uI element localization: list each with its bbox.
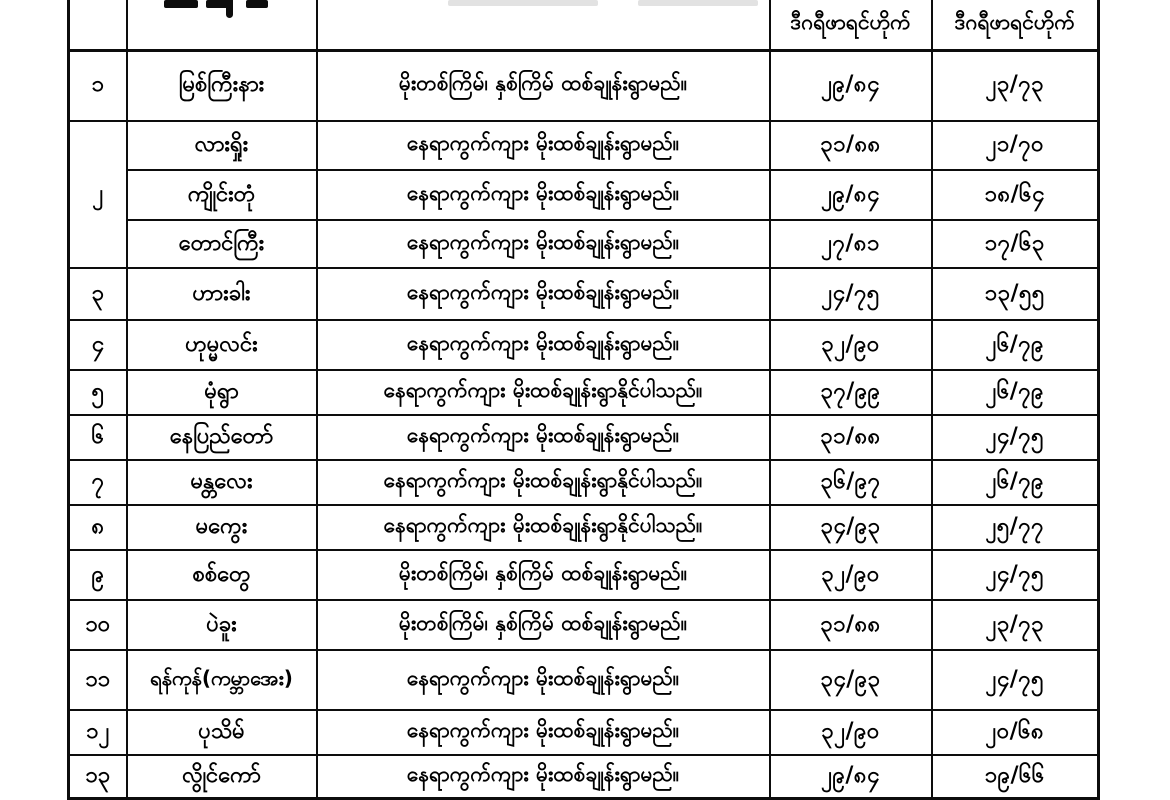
temp-min: ၂၄/၇၅ — [932, 550, 1099, 600]
row-number: ၄ — [69, 320, 127, 370]
header-fahrenheit-day: ဒီဂရီဖာရင်ဟိုက် — [770, 0, 932, 50]
forecast-text: နေရာကွက်ကျား မိုးထစ်ချုန်းရွာမည်။ — [317, 121, 770, 170]
temp-min: ၂၀/၆၈ — [932, 710, 1099, 755]
row-number: ၈ — [69, 505, 127, 550]
row-number: ၁ — [69, 50, 127, 121]
row-number: ၁၁ — [69, 650, 127, 710]
temp-max: ၂၉/၈၄ — [770, 755, 932, 798]
city-name: မြစ်ကြီးနား — [127, 50, 317, 121]
row-number: ၁၀ — [69, 600, 127, 650]
table-row — [69, 600, 1099, 650]
city-name: လားရှိုး — [127, 121, 317, 170]
temp-min: ၂၅/၇၇ — [932, 505, 1099, 550]
forecast-text: နေရာကွက်ကျား မိုးထစ်ချုန်းရွာမည်။ — [317, 268, 770, 320]
temp-min: ၁၉/၆၆ — [932, 755, 1099, 798]
table-row — [69, 755, 1099, 798]
header-desc-cell — [317, 0, 770, 50]
forecast-text: နေရာကွက်ကျား မိုးထစ်ချုန်းရွာမည်။ — [317, 220, 770, 268]
table-row — [69, 650, 1099, 710]
temp-max: ၂၄/၇၅ — [770, 268, 932, 320]
city-name: ပုသိမ် — [127, 710, 317, 755]
table-row — [69, 505, 1099, 550]
temp-max: ၃၁/၈၈ — [770, 415, 932, 460]
row-number: ၇ — [69, 460, 127, 505]
header-no-cell — [69, 0, 127, 50]
cropped-text-fragment — [164, 0, 198, 8]
row-number: ၉ — [69, 550, 127, 600]
city-name: နေပြည်တော် — [127, 415, 317, 460]
row-number: ၆ — [69, 415, 127, 460]
city-name: မကွေး — [127, 505, 317, 550]
city-name: ဟားခါး — [127, 268, 317, 320]
city-name: လွိုင်ကော် — [127, 755, 317, 798]
city-name: ရန်ကုန်(ကမ္ဘာအေး) — [127, 650, 317, 710]
temp-max: ၃၂/၉၀ — [770, 550, 932, 600]
temp-max: ၃၄/၉၃ — [770, 505, 932, 550]
city-name: တောင်ကြီး — [127, 220, 317, 268]
table-row — [69, 460, 1099, 505]
cropped-text-fragment — [638, 0, 758, 6]
forecast-text: နေရာကွက်ကျား မိုးထစ်ချုန်းရွာနိုင်ပါသည်။ — [317, 460, 770, 505]
forecast-text: နေရာကွက်ကျား မိုးထစ်ချုန်းရွာနိုင်ပါသည်။ — [317, 505, 770, 550]
city-name: ပဲခူး — [127, 600, 317, 650]
header-name-cell — [127, 0, 317, 50]
temp-max: ၂၉/၈၄ — [770, 50, 932, 121]
row-number: ၃ — [69, 268, 127, 320]
table-row — [69, 50, 1099, 121]
temp-max: ၂၇/၈၁ — [770, 220, 932, 268]
row-number: ၁၃ — [69, 755, 127, 798]
temp-max: ၃၆/၉၇ — [770, 460, 932, 505]
forecast-text: မိုးတစ်ကြိမ်၊ နှစ်ကြိမ် ထစ်ချုန်းရွာမည်။ — [317, 600, 770, 650]
header-fahrenheit-night: ဒီဂရီဖာရင်ဟိုက် — [932, 0, 1099, 50]
forecast-text: နေရာကွက်ကျား မိုးထစ်ချုန်းရွာမည်။ — [317, 755, 770, 798]
table-row — [69, 220, 1099, 268]
cropped-text-fragment — [448, 0, 598, 6]
city-forecast-table — [67, 0, 1100, 800]
temp-max: ၃၇/၉၉ — [770, 370, 932, 415]
table-row — [69, 320, 1099, 370]
table-row — [69, 710, 1099, 755]
temp-min: ၂၃/၇၃ — [932, 50, 1099, 121]
temp-max: ၃၄/၉၃ — [770, 650, 932, 710]
city-name: မန္တလေး — [127, 460, 317, 505]
row-number: ၁၂ — [69, 710, 127, 755]
forecast-text: နေရာကွက်ကျား မိုးထစ်ချုန်းရွာနိုင်ပါသည်။ — [317, 370, 770, 415]
cropped-text-fragment — [226, 0, 233, 18]
table-row — [69, 415, 1099, 460]
temp-min: ၂၄/၇၅ — [932, 650, 1099, 710]
temp-min: ၁၈/၆၄ — [932, 170, 1099, 220]
forecast-text: နေရာကွက်ကျား မိုးထစ်ချုန်းရွာမည်။ — [317, 710, 770, 755]
temp-max: ၃၁/၈၈ — [770, 121, 932, 170]
temp-max: ၂၉/၈၄ — [770, 170, 932, 220]
temp-max: ၃၂/၉၀ — [770, 710, 932, 755]
temp-min: ၂၃/၇၃ — [932, 600, 1099, 650]
forecast-text: မိုးတစ်ကြိမ်၊ နှစ်ကြိမ် ထစ်ချုန်းရွာမည်။ — [317, 50, 770, 121]
temp-min: ၁၃/၅၅ — [932, 268, 1099, 320]
table-row — [69, 370, 1099, 415]
forecast-text: နေရာကွက်ကျား မိုးထစ်ချုန်းရွာမည်။ — [317, 415, 770, 460]
forecast-text: မိုးတစ်ကြိမ်၊ နှစ်ကြိမ် ထစ်ချုန်းရွာမည်။ — [317, 550, 770, 600]
city-name: ကျိုင်းတုံ — [127, 170, 317, 220]
temp-min: ၁၇/၆၃ — [932, 220, 1099, 268]
temp-max: ၃၂/၉၀ — [770, 320, 932, 370]
table-row — [69, 550, 1099, 600]
row-number: ၂ — [69, 121, 127, 268]
city-name: မုံရွာ — [127, 370, 317, 415]
temp-min: ၂၆/၇၉ — [932, 320, 1099, 370]
table-row — [69, 121, 1099, 170]
city-name: စစ်တွေ — [127, 550, 317, 600]
forecast-text: နေရာကွက်ကျား မိုးထစ်ချုန်းရွာမည်။ — [317, 650, 770, 710]
temp-min: ၂၆/၇၉ — [932, 460, 1099, 505]
temp-min: ၂၁/၇၀ — [932, 121, 1099, 170]
row-number: ၅ — [69, 370, 127, 415]
table-header-row — [69, 0, 1099, 50]
table-row — [69, 268, 1099, 320]
temp-min: ၂၆/၇၉ — [932, 370, 1099, 415]
table-row — [69, 170, 1099, 220]
forecast-text: နေရာကွက်ကျား မိုးထစ်ချုန်းရွာမည်။ — [317, 320, 770, 370]
cropped-text-fragment — [246, 0, 268, 8]
forecast-text: နေရာကွက်ကျား မိုးထစ်ချုန်းရွာမည်။ — [317, 170, 770, 220]
temp-min: ၂၄/၇၅ — [932, 415, 1099, 460]
city-name: ဟုမ္မလင်း — [127, 320, 317, 370]
temp-max: ၃၁/၈၈ — [770, 600, 932, 650]
